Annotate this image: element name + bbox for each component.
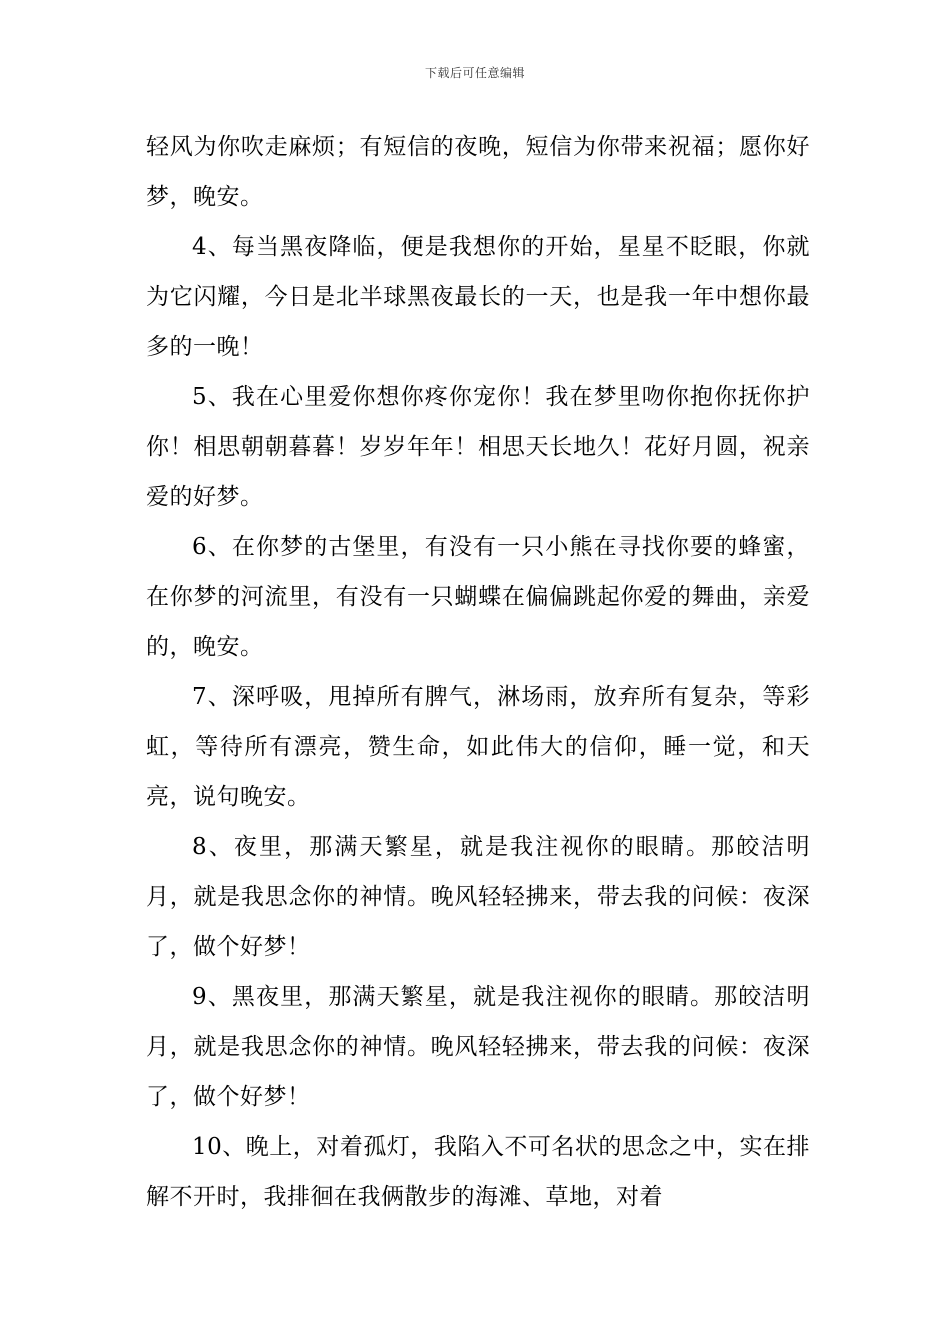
paragraph-item-9: 9、黑夜里，那满天繁星，就是我注视你的眼睛。那皎洁明月，就是我思念你的神情。晚风轻轻拂来，带去我的问候：夜深了，做个好梦！ — [146, 984, 810, 1110]
document-body — [146, 122, 810, 1222]
paragraph-item-10: 10、晚上，对着孤灯，我陷入不可名状的思念之中，实在排解不开时，我排徊在我俩散步的海滩、草地，对着 — [146, 1134, 810, 1210]
paragraph-item-5: 5、我在心里爱你想你疼你宠你！我在梦里吻你抱你抚你护你！相思朝朝暮暮！岁岁年年！相思天长地久！花好月圆，祝亲爱的好梦。 — [146, 384, 810, 510]
paragraph-item-8: 8、夜里，那满天繁星，就是我注视你的眼睛。那皎洁明月，就是我思念你的神情。晚风轻轻拂来，带去我的问候：夜深了，做个好梦！ — [146, 834, 810, 960]
paragraph-continuation: 轻风为你吹走麻烦；有短信的夜晚，短信为你带来祝福；愿你好梦，晚安。 — [146, 134, 810, 210]
paragraph-item-7: 7、深呼吸，甩掉所有脾气，淋场雨，放弃所有复杂，等彩虹，等待所有漂亮，赞生命，如此伟大的信仰，睡一觉，和天亮，说句晚安。 — [146, 684, 810, 810]
paragraph-item-6: 6、在你梦的古堡里，有没有一只小熊在寻找你要的蜂蜜，在你梦的河流里，有没有一只蝴蝶在偏偏跳起你爱的舞曲，亲爱的，晚安。 — [146, 534, 810, 660]
page-header-note: 下载后可任意编辑 — [424, 66, 525, 80]
paragraph-item-4: 4、每当黑夜降临，便是我想你的开始，星星不眨眼，你就为它闪耀，今日是北半球黑夜最长的一天，也是我一年中想你最多的一晚！ — [146, 234, 810, 360]
